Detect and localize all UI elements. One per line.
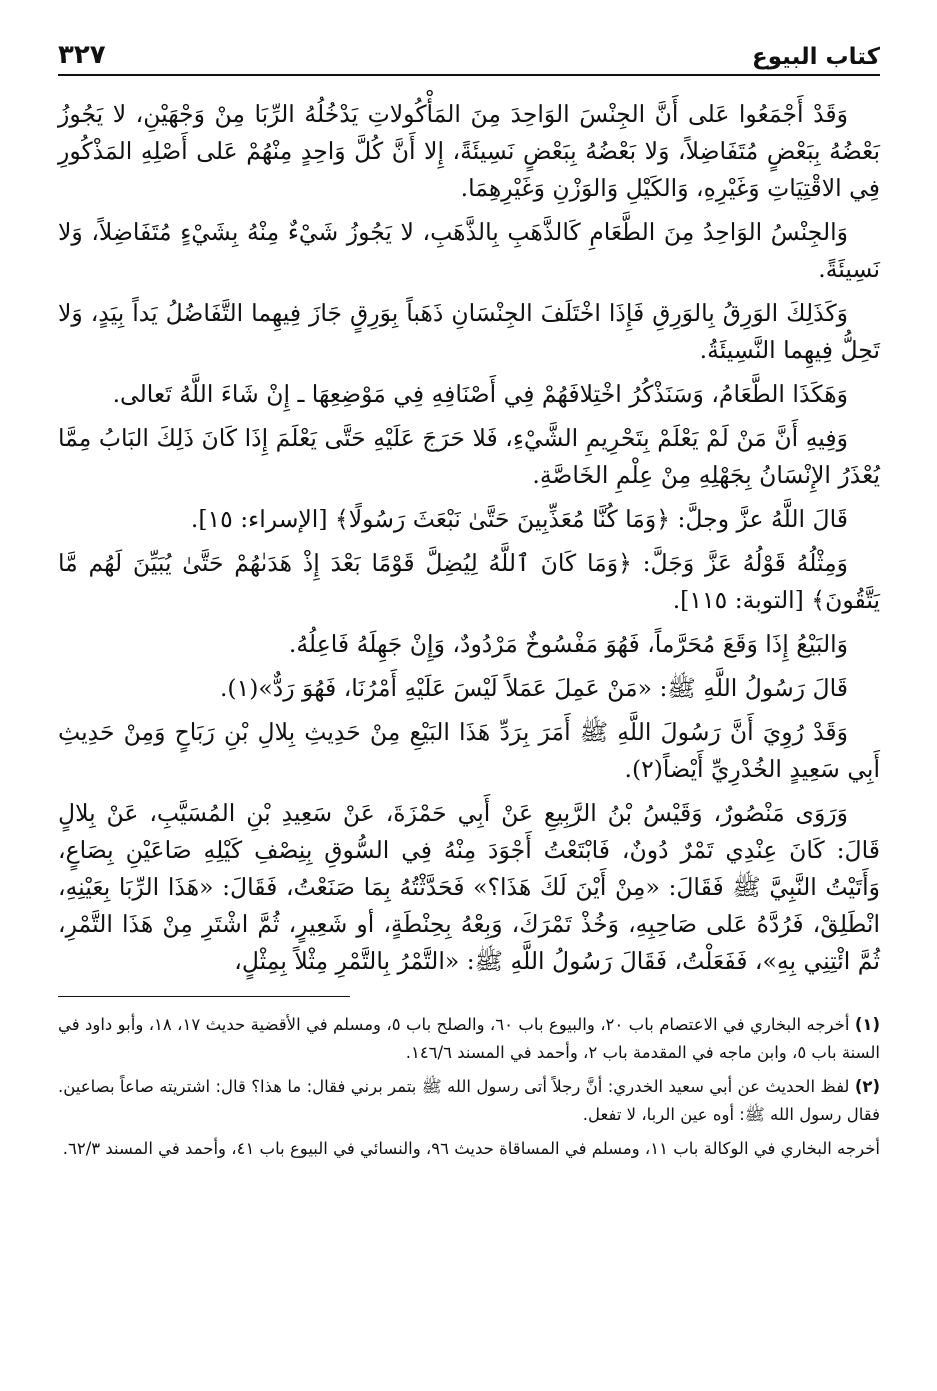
paragraph: وَهَكَذَا الطَّعَامُ، وَسَنَذْكُرُ اخْتِلافَهُمْ فِي أَصْنَافِهِ فِي مَوْضِعِهَا ـ إِنْ شَاءَ اللَّهُ تَعالى. [112,380,848,408]
paragraph: قَالَ رَسُولُ اللَّهِ ﷺ: «مَنْ عَمِلَ عَمَلاً لَيْسَ عَلَيْهِ أَمْرُنَا، فَهُوَ رَدٌّ»(١). [219,674,848,702]
footnote-1 [58,1011,880,1067]
paragraph: وَمِثْلُهُ قَوْلُهُ عَزَّ وَجَلَّ: ﴿وَمَا كَانَ ٱللَّهُ لِيُضِلَّ قَوْمًا بَعْدَ إِذْ هَدَىٰهُمْ حَتَّىٰ يُبَيِّنَ لَهُم مَّا يَتَّقُونَ﴾ [التوبة: ١١٥]. [58,549,880,614]
footnote-2 [58,1073,880,1129]
main-text [58,96,880,980]
footnote-source-text: أخرجه البخاري في الوكالة باب ١١، ومسلم في المساقاة حديث ٩٦، والنسائي في البيوع باب ٤١، وأحمد في المسند ٦٢/٣. [62,1139,880,1158]
footnote-text: لفظ الحديث عن أبي سعيد الخدري: أنَّ رجلاً أتى رسول الله ﷺ بتمر برني فقال: ما هذا؟ قال: اشتريته صاعاً بصاعين. فقال رسول الله ﷺ: أوه عين الربا، لا تفعل. [58,1077,880,1124]
running-title: كتاب البيوع [752,44,880,70]
footnote-number: (٢) [854,1077,880,1096]
paragraph: وَالبَيْعُ إِذَا وَقَعَ مُحَرَّماً، فَهُوَ مَفْسُوخٌ مَرْدُودٌ، وَإِنْ جَهِلَهُ فَاعِلُهُ. [288,630,848,658]
paragraph: وَالجِنْسُ الوَاحِدُ مِنَ الطَّعَامِ كَالذَّهَبِ بِالذَّهَبِ، لا يَجُوزُ شَيْءٌ مِنْهُ بِشَيْءٍ مُتَفَاضِلاً، وَلا نَسِيئَةً. [58,218,880,283]
page-header [58,38,880,76]
footnote-number: (١) [854,1015,881,1034]
footnote-text: أخرجه البخاري في الاعتصام باب ٢٠، والبيوع باب ٦٠، والصلح باب ٥، ومسلم في الأقضية حديث ١٧، ١٨، وأبو داود في السنة باب ٥، وابن ماجه في المقدمة باب ٢، وأحمد في المسند ١٤٦/٦. [58,1015,880,1062]
page-number: ٣٢٧ [58,40,106,70]
paragraph: قَالَ اللَّهُ عزَّ وجلَّ: ﴿وَمَا كُنَّا مُعَذِّبِينَ حَتَّىٰ نَبْعَثَ رَسُولًا﴾ [الإسراء: ١٥]. [190,505,848,533]
paragraph: وَرَوَى مَنْصُورٌ، وَقَيْسُ بْنُ الرَّبِيعِ عَنْ أَبِي حَمْزَةَ، عَنْ سَعِيدِ بْنِ المُسَيَّبِ، عَنْ بِلالٍ قَالَ: كَانَ عِنْدِي تَمْرٌ دُونٌ، فَابْتَعْتُ أَجْوَدَ مِنْهُ فِي السُّوقِ بِنِصْفِ كَيْلِهِ صَاعَيْنِ بِصَاعٍ، وَأَتَيْتُ النَّبِيَّ ﷺ فَقَالَ: «مِنْ أَيْنَ لَكَ هَذَا؟» فَحَدَّثْتُهُ بِمَا صَنَعْتُ، فَقَالَ: «هَذَا الرِّبَا بِعَيْنِهِ، انْطَلِقْ، فَرُدَّهُ عَلى صَاحِبِهِ، وَخُذْ تَمْرَكَ، وَبِعْهُ بِحِنْطَةٍ، أو شَعِيرٍ، ثُمَّ اشْتَرِ مِنْ هَذَا التَّمْرِ، ثُمَّ ائْتِنِي بِهِ»، فَفَعَلْتُ، فَقَالَ رَسُولُ اللَّهِ ﷺ: «التَّمْرُ بِالتَّمْرِ مِثْلاً بِمِثْلٍ، [58,799,880,975]
paragraph: وَفِيهِ أَنَّ مَنْ لَمْ يَعْلَمْ بِتَحْرِيمِ الشَّيْءِ، فَلا حَرَجَ عَلَيْهِ حَتَّى يَعْلَمَ إِذَا كَانَ ذَلِكَ البَابُ مِمَّا يُعْذَرُ الإِنْسَانُ بِجَهْلِهِ مِنْ عِلْمِ الخَاصَّةِ. [58,424,880,489]
footnote-separator [58,996,350,997]
footnote-2-source [58,1135,880,1163]
book-page [58,38,880,1169]
paragraph: وَقَدْ أَجْمَعُوا عَلى أَنَّ الجِنْسَ الوَاحِدَ مِنَ المَأْكُولاتِ يَدْخُلُهُ الرِّبَا مِنْ وَجْهَيْنِ، لا يَجُوزُ بَعْضُهُ بِبَعْضٍ مُتَفَاضِلاً، وَلا بَعْضُهُ بِبَعْضٍ نَسِيئَةً، إِلا أَنَّ كُلَّ وَاحِدٍ مِنْهُمْ عَلى أَصْلِهِ المَذْكُورِ فِي الاقْتِيَاتِ وَغَيْرِهِ، وَالكَيْلِ وَالوَزْنِ وَغَيْرِهِمَا. [58,100,880,202]
paragraph: وَكَذَلِكَ الوَرِقُ بِالوَرِقِ فَإِذَا اخْتَلَفَ الجِنْسَانِ ذَهَباً بِوَرِقٍ جَازَ فِيهِما التَّفَاضُلُ يَداً بِيَدٍ، وَلا تَحِلُّ فِيهِما النَّسِيئَةُ. [58,299,880,364]
paragraph: وَقَدْ رُوِيَ أَنَّ رَسُولَ اللَّهِ ﷺ أَمَرَ بِرَدِّ هَذَا البَيْعِ مِنْ حَدِيثِ بِلالِ بْنِ رَبَاحٍ وَمِنْ حَدِيثِ أَبِي سَعِيدٍ الخُدْرِيِّ أَيْضاً(٢). [58,718,880,783]
footnotes [58,1011,880,1163]
